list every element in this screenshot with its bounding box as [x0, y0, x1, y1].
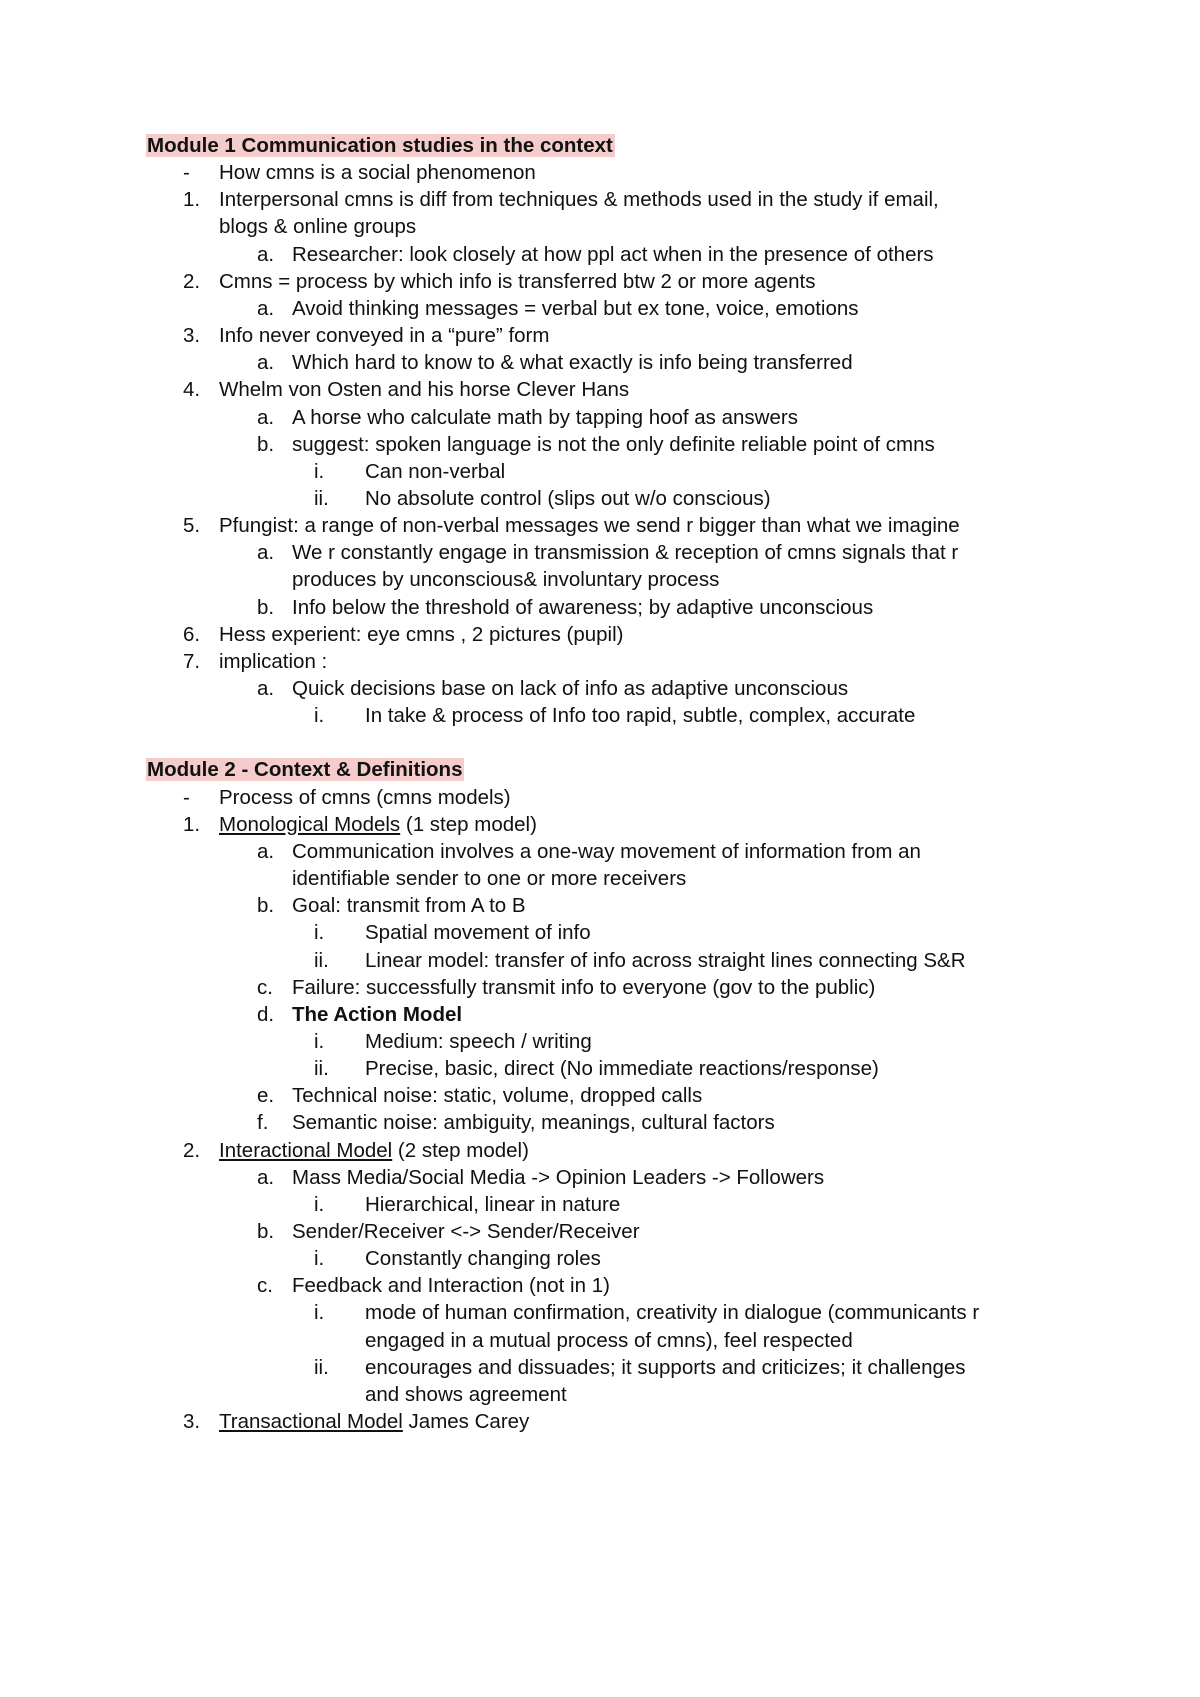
list-item	[365, 1055, 879, 1083]
list-item	[292, 1001, 462, 1029]
list-marker: a.	[257, 839, 275, 863]
list-item-text: We r constantly engage in transmission & reception of cmns signals that r	[292, 541, 959, 565]
list-item	[219, 186, 939, 214]
list-item-continuation	[365, 1327, 853, 1355]
list-item-text: implication :	[219, 649, 328, 673]
underlined-term: Transactional Model	[219, 1410, 403, 1434]
list-marker: i.	[314, 1192, 325, 1216]
list-item-text: Mass Media/Social Media -> Opinion Leaders -> Followers	[292, 1165, 825, 1189]
list-marker: 1.	[183, 188, 201, 212]
list-marker: c.	[257, 975, 273, 999]
list-item-text: Which hard to know to & what exactly is info being transferred	[292, 351, 853, 375]
list-item-text: Pfungist: a range of non-verbal messages we send r bigger than what we imagine	[219, 514, 960, 538]
list-item	[219, 621, 623, 649]
list-item	[292, 1082, 702, 1110]
list-item-text: Info below the threshold of awareness; by adaptive unconscious	[292, 595, 874, 619]
list-item	[292, 539, 958, 567]
list-item	[365, 1245, 601, 1273]
list-item-text: Info never conveyed in a “pure” form	[219, 324, 550, 348]
list-marker: c.	[257, 1274, 273, 1298]
list-item	[219, 1408, 529, 1436]
list-marker: b.	[257, 595, 275, 619]
list-marker: 1.	[183, 812, 201, 836]
list-item-text: identifiable sender to one or more receivers	[292, 867, 687, 891]
list-item	[365, 947, 966, 975]
list-marker: 6.	[183, 622, 201, 646]
list-item-text: James Carey	[402, 1410, 530, 1434]
list-item-text: Quick decisions base on lack of info as adaptive unconscious	[292, 677, 849, 700]
list-item	[219, 376, 629, 404]
list-item	[219, 322, 549, 350]
list-item-continuation	[292, 566, 719, 594]
list-item-text: Avoid thinking messages = verbal but ex tone, voice, emotions	[292, 296, 859, 320]
list-marker: a.	[257, 1165, 275, 1189]
list-item	[365, 1354, 966, 1382]
list-item-text: blogs & online groups	[219, 215, 417, 239]
list-marker: 2.	[183, 1138, 201, 1162]
list-marker: a.	[257, 541, 275, 565]
list-marker: i.	[314, 1247, 325, 1271]
list-item-text: Can non-verbal	[365, 459, 506, 483]
list-item	[292, 675, 848, 703]
list-item-text: and shows agreement	[365, 1382, 567, 1406]
list-item	[219, 784, 511, 812]
list-item-continuation	[219, 213, 416, 241]
list-marker: ii.	[314, 948, 329, 972]
list-item	[365, 1191, 620, 1219]
list-marker: f.	[257, 1111, 269, 1135]
underlined-term: Interactional Model	[219, 1138, 393, 1162]
list-marker: ii.	[314, 1355, 329, 1379]
list-item-text: In take & process of Info too rapid, subtle, complex, accurate	[365, 704, 916, 728]
list-item-text: Communication involves a one-way movement of information from an	[292, 839, 921, 863]
list-item	[365, 919, 591, 947]
list-item-text: mode of human confirmation, creativity in dialogue (communicants r	[365, 1301, 980, 1325]
list-item-text: Sender/Receiver <-> Sender/Receiver	[292, 1220, 640, 1243]
list-item-continuation	[365, 1381, 567, 1409]
list-marker: a.	[257, 296, 275, 320]
list-item-text: Cmns = process by which info is transferred btw 2 or more agents	[219, 269, 816, 293]
list-item	[219, 512, 960, 540]
section-heading-text: Module 2 - Context & Definitions	[147, 758, 463, 782]
list-item-text: Hierarchical, linear in nature	[365, 1192, 621, 1216]
list-item-text: Failure: successfully transmit info to everyone (gov to the public)	[292, 975, 876, 999]
list-marker: ii.	[314, 486, 329, 510]
list-item	[292, 431, 935, 459]
list-marker: 4.	[183, 378, 201, 402]
list-item	[292, 404, 798, 432]
list-item	[292, 974, 875, 1002]
list-item	[365, 702, 915, 730]
list-item-text: Spatial movement of info	[365, 921, 591, 945]
section-heading-text: Module 1 Communication studies in the context	[147, 134, 613, 157]
list-marker: b.	[257, 1220, 275, 1243]
list-marker: b.	[257, 894, 275, 918]
list-item	[219, 1137, 529, 1165]
list-item-text: encourages and dissuades; it supports and criticizes; it challenges	[365, 1355, 966, 1379]
list-marker: -	[183, 161, 190, 185]
list-item	[219, 648, 327, 676]
list-item-text: suggest: spoken language is not the only definite reliable point of cmns	[292, 432, 935, 456]
list-item	[292, 838, 921, 866]
list-marker: 3.	[183, 324, 201, 348]
list-marker: i.	[314, 1301, 325, 1325]
list-item-text: Medium: speech / writing	[365, 1029, 592, 1053]
section-heading	[146, 756, 464, 784]
list-item-text: Semantic noise: ambiguity, meanings, cultural factors	[292, 1111, 775, 1135]
list-marker: b.	[257, 432, 275, 456]
list-item-text: Hess experient: eye cmns , 2 pictures (pupil)	[219, 622, 624, 646]
bold-term: The Action Model	[292, 1002, 463, 1026]
list-item-text: Constantly changing roles	[365, 1247, 601, 1271]
list-item	[292, 349, 853, 377]
list-item-text: Linear model: transfer of info across straight lines connecting S&R	[365, 948, 966, 972]
list-item-text: Feedback and Interaction (not in 1)	[292, 1274, 610, 1298]
list-marker: 3.	[183, 1410, 201, 1434]
list-item-text: How cmns is a social phenomenon	[219, 161, 536, 185]
list-item	[219, 159, 536, 187]
list-marker: a.	[257, 677, 275, 700]
list-item-text: engaged in a mutual process of cmns), feel respected	[365, 1328, 853, 1352]
list-marker: 2.	[183, 269, 201, 293]
list-marker: i.	[314, 459, 325, 483]
list-marker: 7.	[183, 649, 201, 673]
list-item	[292, 594, 873, 622]
list-item	[365, 485, 771, 513]
list-item-text: Process of cmns (cmns models)	[219, 785, 511, 809]
list-marker: ii.	[314, 1057, 329, 1081]
list-item	[292, 892, 526, 920]
list-item	[292, 241, 934, 269]
list-item	[292, 1164, 824, 1192]
list-marker: i.	[314, 921, 325, 945]
list-item	[292, 295, 859, 323]
list-marker: d.	[257, 1002, 275, 1026]
list-item-text: Precise, basic, direct (No immediate reactions/response)	[365, 1057, 879, 1081]
list-item-text: (1 step model)	[400, 812, 537, 836]
list-item-text: produces by unconscious& involuntary process	[292, 568, 720, 592]
section-heading	[146, 132, 615, 160]
list-item-text: (2 step model)	[392, 1138, 529, 1162]
list-item	[292, 1272, 610, 1300]
list-item	[219, 811, 537, 839]
list-item-text: A horse who calculate math by tapping hoof as answers	[292, 405, 798, 429]
list-item-text: Researcher: look closely at how ppl act when in the presence of others	[292, 242, 934, 266]
list-marker: a.	[257, 405, 275, 429]
list-item-text: Interpersonal cmns is diff from techniques & methods used in the study if email,	[219, 188, 939, 212]
list-item	[292, 1109, 775, 1137]
list-item-text: Whelm von Osten and his horse Clever Hans	[219, 378, 630, 402]
list-item	[219, 268, 815, 296]
list-marker: i.	[314, 1029, 325, 1053]
list-marker: e.	[257, 1084, 275, 1108]
list-marker: i.	[314, 704, 325, 728]
list-item	[365, 458, 505, 486]
list-item-text: No absolute control (slips out w/o conscious)	[365, 486, 771, 510]
list-marker: -	[183, 785, 190, 809]
list-item	[365, 1299, 979, 1327]
list-marker: 5.	[183, 514, 201, 538]
list-item	[365, 1028, 592, 1056]
underlined-term: Monological Models	[219, 812, 401, 836]
list-item-text: Goal: transmit from A to B	[292, 894, 526, 918]
list-item	[292, 1218, 640, 1246]
list-marker: a.	[257, 242, 275, 266]
list-marker: a.	[257, 351, 275, 375]
list-item-continuation	[292, 865, 686, 893]
list-item-text: Technical noise: static, volume, dropped calls	[292, 1084, 703, 1108]
